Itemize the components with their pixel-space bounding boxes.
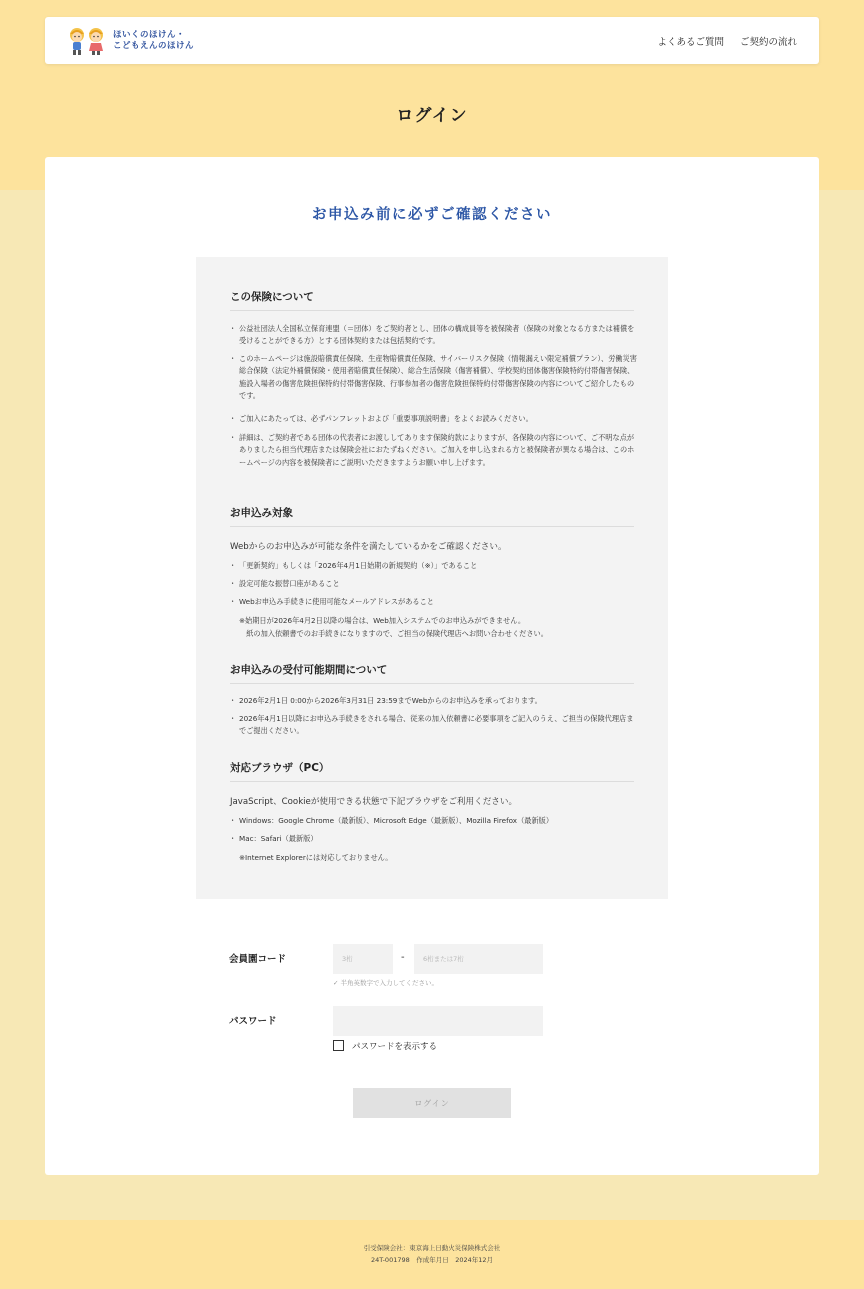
show-password-checkbox[interactable] <box>333 1040 344 1051</box>
list-item: ・ ご加入にあたっては、必ずパンフレットおよび「重要事項説明書」をよくお読みください。 <box>230 413 640 425</box>
list-item: ・ 詳細は、ご契約者である団体の代表者にお渡ししてあります保険約款によりますが、各保険の内容について、ご不明な点がありましたら担当代理店または保険会社におたずねください。ご加入を申し込まれる方と被保険者が異なる場合は、このホームページの内容を被保険者にご説明いただきますようお願い申し上げます。 <box>230 432 640 469</box>
footer-doc-id: 24T-001798 作成年月日 2024年12月 <box>370 1256 494 1264</box>
logo-text <box>113 30 194 52</box>
list-item: ・ このホームページは施設賠償責任保険、生産物賠償責任保険、サイバーリスク保険（情報漏えい限定補償プラン）、労働災害総合保険（法定外補償保険・使用者賠償責任保険）、総合生活保険（傷害補償）、学校契約団体傷害保険特約付帯傷害保険、施設入場者の傷害危険担保特約付帯傷害保険、行事参加者の傷害危険担保特約付帯傷害保険の内容についてご紹介したものです。 <box>230 353 640 402</box>
show-password-label[interactable]: パスワードを表示する <box>352 1042 438 1052</box>
header-nav <box>657 34 797 48</box>
code-separator: - <box>401 952 405 963</box>
kids-mascot-icon <box>67 26 109 56</box>
password-input[interactable] <box>333 1006 543 1036</box>
list-item: ・ 設定可能な振替口座があること <box>230 578 640 590</box>
section-title-supported-browsers: 対応ブラウザ（PC） <box>230 760 634 782</box>
list-item: ・ Windows：Google Chrome（最新版）、Microsoft Edge（最新版）、Mozilla Firefox（最新版） <box>230 815 640 827</box>
member-code-label: 会員園コード <box>229 954 287 965</box>
list-item: ・ 「更新契約」もしくは「2026年4月1日始期の新規契約（※）」であること <box>230 560 640 572</box>
notice-heading: お申込み前に必ずご確認ください <box>312 207 552 223</box>
browsers-intro: JavaScript、Cookieが使用できる状態で下記ブラウザをご利用ください。 <box>230 797 518 807</box>
page-title: ログイン <box>396 106 468 126</box>
password-label: パスワード <box>229 1016 277 1027</box>
footer-insurer: 引受保険会社：東京海上日動火災保険株式会社 <box>363 1244 501 1252</box>
list-item: ・ 2026年2月1日 0:00から2026年3月31日 23:59までWebからのお申込みを承っております。 <box>230 695 640 707</box>
member-code-hint: ✓ 半角英数字で入力してください。 <box>333 979 439 987</box>
logo-line-1: ほいくのほけん・ <box>113 30 186 40</box>
site-header <box>45 17 819 64</box>
eligibility-note-line-1: ※始期日が2026年4月2日以降の場合は、Web加入システムでのお申込みができません。 <box>239 616 526 625</box>
list-item: ・ Webお申込み手続きに使用可能なメールアドレスがあること <box>230 596 640 608</box>
member-code-part1-input[interactable] <box>333 944 393 974</box>
login-button[interactable]: ログイン <box>353 1088 511 1118</box>
notice-box <box>196 257 668 899</box>
main-card <box>45 157 819 1175</box>
eligibility-note-line-2: 紙の加入依頼書でのお手続きになりますので、ご担当の保険代理店へお問い合わせください。 <box>239 629 548 638</box>
list-item: ・ 公益社団法人全国私立保育連盟（＝団体）をご契約者とし、団体の構成員等を被保険者（保険の対象となる方または補償を受けることができる方）とする団体契約または包括契約です。 <box>230 323 640 348</box>
list-item: ・ Mac：Safari（最新版） <box>230 833 640 845</box>
site-footer <box>0 1220 864 1289</box>
nav-link-contract-flow[interactable]: ご契約の流れ <box>739 37 797 48</box>
member-code-part2-input[interactable] <box>414 944 543 974</box>
section-title-application-period: お申込みの受付可能期間について <box>230 662 634 684</box>
site-logo[interactable] <box>67 26 194 56</box>
section-title-about-insurance: この保険について <box>230 289 634 311</box>
section-title-eligibility: お申込み対象 <box>230 505 634 527</box>
list-item: ・ 2026年4月1日以降にお申込み手続きをされる場合、従来の加入依頼書に必要事項をご記入のうえ、ご担当の保険代理店までご提出ください。 <box>230 713 640 738</box>
logo-line-2: こどもえんのほけん <box>113 41 195 51</box>
nav-link-faq[interactable]: よくあるご質問 <box>657 37 724 48</box>
browsers-note: ※Internet Explorerには対応しておりません。 <box>239 853 393 862</box>
eligibility-intro: Webからのお申込みが可能な条件を満たしているかをご確認ください。 <box>230 542 507 552</box>
